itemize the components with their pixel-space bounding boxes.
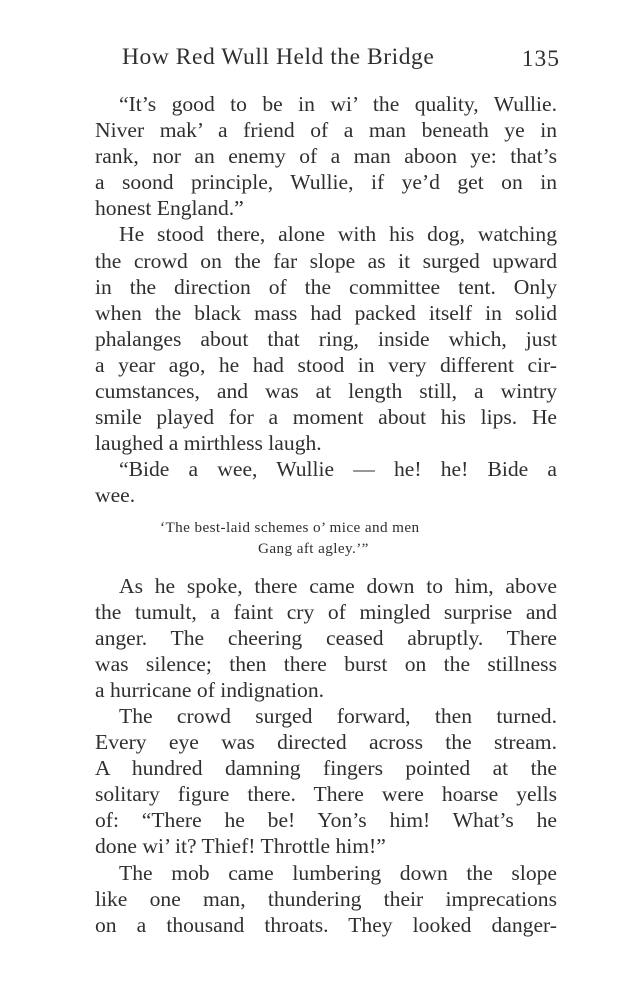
text-line: Every eye was directed across the stream. — [95, 730, 557, 755]
text-line: As he spoke, there came down to him, above — [119, 573, 557, 598]
text-line: honest England.” — [95, 196, 244, 221]
text-line: of: “There he be! Yon’s him! What’s he — [95, 808, 557, 833]
text-line: solitary figure there. There were hoarse yells — [95, 782, 557, 807]
text-line: anger. The cheering ceased abruptly. There — [95, 625, 557, 650]
text-line: was silence; then there burst on the stillness — [95, 651, 557, 676]
text-line: He stood there, alone with his dog, watching — [119, 222, 557, 247]
text-line: Niver mak’ a friend of a man beneath ye in — [95, 118, 557, 143]
text-line: the crowd on the far slope as it surged upward — [95, 248, 557, 273]
text-line: wee. — [95, 483, 136, 508]
running-head — [122, 44, 562, 80]
text-line: phalanges about that ring, inside which, just — [95, 326, 557, 351]
text-line: The crowd surged forward, then turned. — [119, 703, 557, 728]
verse-quotation — [95, 509, 557, 573]
text-line: smile played for a moment about his lips. He — [95, 405, 557, 430]
text-line: A hundred damning fingers pointed at the — [95, 756, 557, 781]
text-line: when the black mass had packed itself in solid — [95, 300, 557, 325]
text-line: a hurricane of indignation. — [95, 677, 325, 702]
text-line: like one man, thundering their imprecations — [95, 886, 557, 911]
running-title: How Red Wull Held the Bridge — [122, 44, 435, 70]
text-line: cumstances, and was at length still, a wintry — [95, 379, 557, 404]
body-text — [95, 91, 557, 938]
verse-line: ‘The best-laid schemes o’ mice and men — [160, 518, 420, 536]
text-line: “Bide a wee, Wullie — he! he! Bide a — [119, 457, 557, 482]
text-line: The mob came lumbering down the slope — [119, 860, 557, 885]
text-line: laughed a mirthless laugh. — [95, 431, 322, 456]
text-line: rank, nor an enemy of a man aboon ye: that’s — [95, 144, 557, 169]
text-line: in the direction of the committee tent. Only — [95, 274, 557, 299]
text-line: a soond principle, Wullie, if ye’d get on in — [95, 170, 557, 195]
text-line: on a thousand throats. They looked danger- — [95, 912, 557, 937]
text-line: “It’s good to be in wi’ the quality, Wullie. — [119, 92, 557, 116]
verse-line: Gang aft agley.’” — [258, 539, 369, 557]
text-line: a year ago, he had stood in very different cir- — [95, 352, 557, 377]
page-number: 135 — [521, 46, 560, 72]
text-line: done wi’ it? Thief! Throttle him!” — [95, 834, 386, 859]
text-line: the tumult, a faint cry of mingled surprise and — [95, 599, 557, 624]
